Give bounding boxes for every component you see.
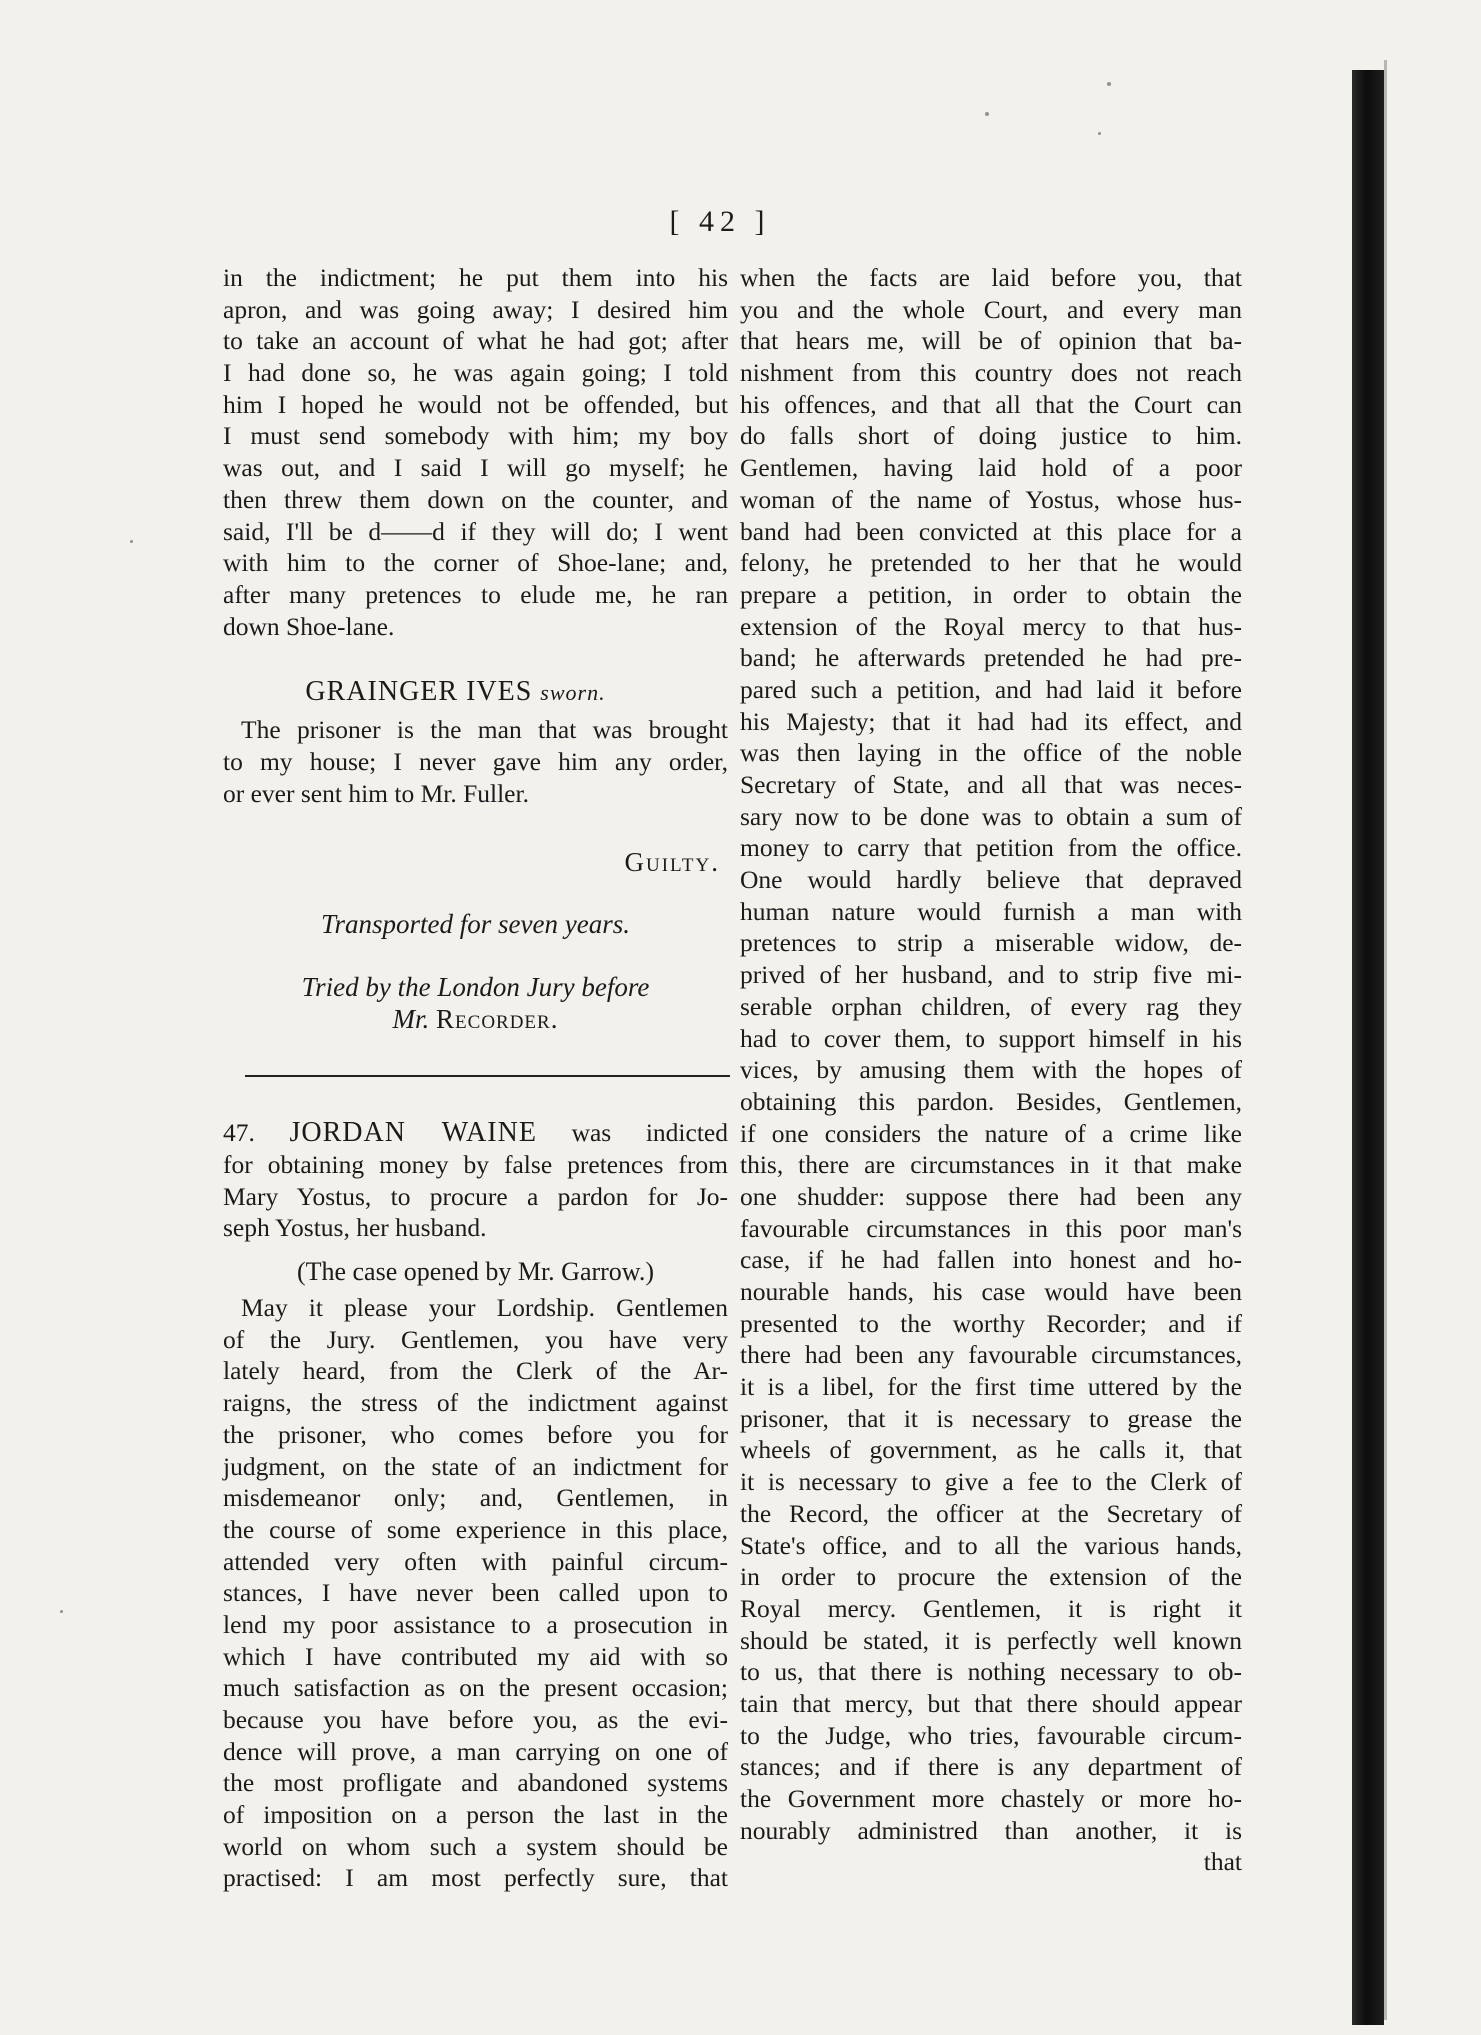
- text-line: the Government more chastely or more ho-: [740, 1784, 1242, 1813]
- text-line: said, I'll be d——d if they will do; I went: [223, 516, 728, 546]
- text-line: Mary Yostus, to procure a pardon for Jo-: [223, 1181, 728, 1211]
- text-line: tain that mercy, but that there should appear: [740, 1688, 1242, 1718]
- text-line: had to cover them, to support himself in his: [740, 1023, 1242, 1053]
- ink-speck: [1098, 132, 1101, 135]
- case-number: 47.: [223, 1118, 255, 1148]
- text-line: serable orphan children, of every rag they: [740, 991, 1242, 1021]
- text-line: The prisoner is the man that was brought: [241, 715, 728, 745]
- text-line: extension of the Royal mercy to that hus-: [740, 611, 1242, 641]
- text-line: if one considers the nature of a crime like: [740, 1118, 1242, 1148]
- text-line: seph Yostus, her husband.: [223, 1213, 487, 1243]
- text-line: you and the whole Court, and every man: [740, 294, 1242, 324]
- text-line: Secretary of State, and all that was neces-: [740, 770, 1242, 799]
- text-line: with him to the corner of Shoe-lane; and,: [223, 548, 728, 578]
- text-line: or ever sent him to Mr. Fuller.: [223, 778, 529, 808]
- text-line: to take an account of what he had got; after: [223, 326, 728, 356]
- text-line: dence will prove, a man carrying on one of: [223, 1736, 728, 1766]
- recorder-name: Recorder.: [436, 1004, 559, 1035]
- text-line: one shudder: suppose there had been any: [740, 1181, 1242, 1211]
- text-line: band had been convicted at this place for a: [740, 516, 1242, 546]
- text-line: I must send somebody with him; my boy: [223, 421, 728, 451]
- witness-testimony: [223, 714, 728, 809]
- text-line: Royal mercy. Gentlemen, it is right it: [740, 1593, 1242, 1623]
- text-line: woman of the name of Yostus, whose hus-: [740, 484, 1242, 514]
- text-line: it is a libel, for the first time uttered by the: [740, 1372, 1242, 1402]
- text-line: in order to procure the extension of the: [740, 1562, 1242, 1592]
- book-binding-shadow: [1352, 70, 1384, 2025]
- text-line: should be stated, it is perfectly well known: [740, 1625, 1242, 1655]
- text-line: in the indictment; he put them into his: [223, 263, 728, 292]
- text-line: this, there are circumstances in it that make: [740, 1150, 1242, 1180]
- counsel-speech-continued: [740, 262, 1242, 1846]
- text-line: presented to the worthy Recorder; and if: [740, 1308, 1242, 1338]
- recorder-title: Mr.: [392, 1004, 430, 1035]
- text-line: State's office, and to all the various hands,: [740, 1530, 1242, 1560]
- text-line: it is necessary to give a fee to the Clerk of: [740, 1467, 1242, 1497]
- text-line: human nature would furnish a man with: [740, 896, 1242, 926]
- text-line: prepare a petition, in order to obtain the: [740, 579, 1242, 609]
- text-line: prisoner, that it is necessary to grease the: [740, 1403, 1242, 1433]
- text-line: then threw them down on the counter, and: [223, 484, 728, 514]
- text-line: felony, he pretended to her that he would: [740, 548, 1242, 578]
- text-line: because you have before you, as the evi-: [223, 1705, 728, 1734]
- right-column: [740, 262, 1242, 1878]
- counsel-speech: [223, 1292, 728, 1894]
- witness-heading: [223, 676, 728, 714]
- text-line: much satisfaction as on the present occasion;: [223, 1673, 728, 1703]
- text-line: to us, that there is nothing necessary to ob-: [740, 1657, 1242, 1687]
- testimony-paragraph: [223, 262, 728, 642]
- text-line: his Majesty; that it had had its effect, and: [740, 706, 1242, 736]
- section-divider: [245, 1075, 730, 1077]
- case-heading-line: [223, 1117, 728, 1149]
- text-line: favourable circumstances in this poor man's: [740, 1213, 1242, 1243]
- text-line: his offences, and that all that the Court can: [740, 389, 1242, 419]
- text-line: when the facts are laid before you, that: [740, 263, 1242, 292]
- text-line: One would hardly believe that depraved: [740, 865, 1242, 895]
- catchword: that: [1203, 1847, 1242, 1877]
- text-line: after many pretences to elude me, he ran: [223, 579, 728, 609]
- text-line: lately heard, from the Clerk of the Ar-: [223, 1356, 728, 1386]
- text-line: prived of her husband, and to strip five mi-: [740, 960, 1242, 990]
- text-line: do falls short of doing justice to him.: [740, 421, 1242, 451]
- witness-name: GRAINGER IVES: [305, 676, 533, 708]
- text-line: money to carry that petition from the office.: [740, 833, 1242, 863]
- text-line: attended very often with painful circum-: [223, 1546, 728, 1576]
- text-line: which I have contributed my aid with so: [223, 1641, 728, 1671]
- ink-speck: [60, 1610, 63, 1613]
- text-line: May it please your Lordship. Gentlemen: [241, 1293, 728, 1323]
- text-line: band; he afterwards pretended he had pre-: [740, 643, 1242, 673]
- text-line: practised: I am most perfectly sure, that: [223, 1863, 728, 1893]
- text-line: to the Judge, who tries, favourable circum-: [740, 1720, 1242, 1750]
- recorder-line: [223, 1003, 728, 1037]
- defendant-name: JORDAN WAINE: [289, 1117, 537, 1149]
- text-line: stances, I have never been called upon to: [223, 1578, 728, 1608]
- case-heading-rest: was indicted: [571, 1118, 728, 1148]
- text-line: sary now to be done was to obtain a sum of: [740, 801, 1242, 831]
- text-line: him I hoped he would not be offended, but: [223, 389, 728, 419]
- sentence: Transported for seven years.: [321, 909, 630, 940]
- left-column: [223, 262, 728, 1894]
- text-line: the prisoner, who comes before you for: [223, 1419, 728, 1449]
- page-number: [ 42 ]: [669, 205, 771, 238]
- witness-sworn: sworn.: [540, 680, 606, 706]
- text-line: to my house; I never gave him any order,: [223, 746, 728, 776]
- text-line: vices, by amusing them with the hopes of: [740, 1055, 1242, 1085]
- text-line: nourably administred than another, it is: [740, 1815, 1242, 1845]
- text-line: of the Jury. Gentlemen, you have very: [223, 1324, 728, 1354]
- text-line: down Shoe-lane.: [223, 611, 395, 641]
- case-opened-note: (The case opened by Mr. Garrow.): [296, 1257, 655, 1287]
- text-line: wheels of government, as he calls it, that: [740, 1435, 1242, 1465]
- text-line: was then laying in the office of the noble: [740, 738, 1242, 768]
- text-line: raigns, the stress of the indictment against: [223, 1388, 728, 1418]
- tried-before-line: Tried by the London Jury before: [301, 972, 650, 1003]
- text-line: for obtaining money by false pretences from: [223, 1150, 728, 1179]
- text-line: world on whom such a system should be: [223, 1831, 728, 1861]
- text-line: the most profligate and abandoned systems: [223, 1768, 728, 1798]
- text-line: was out, and I said I will go myself; he: [223, 453, 728, 483]
- ink-speck: [985, 112, 989, 116]
- text-line: apron, and was going away; I desired him: [223, 294, 728, 324]
- text-line: case, if he had fallen into honest and ho-: [740, 1245, 1242, 1275]
- text-line: of imposition on a person the last in the: [223, 1800, 728, 1830]
- text-line: there had been any favourable circumstances,: [740, 1340, 1242, 1370]
- text-line: nishment from this country does not reach: [740, 358, 1242, 388]
- text-line: I had done so, he was again going; I told: [223, 358, 728, 388]
- verdict: Guilty.: [624, 847, 720, 878]
- text-line: the course of some experience in this place,: [223, 1514, 728, 1544]
- text-line: stances; and if there is any department of: [740, 1752, 1242, 1782]
- text-line: misdemeanor only; and, Gentlemen, in: [223, 1483, 728, 1513]
- text-line: pared such a petition, and had laid it before: [740, 674, 1242, 704]
- text-line: obtaining this pardon. Besides, Gentlemen,: [740, 1086, 1242, 1116]
- ink-speck: [1107, 82, 1111, 86]
- text-line: judgment, on the state of an indictment for: [223, 1451, 728, 1481]
- ink-speck: [130, 540, 133, 543]
- binding-edge: [1384, 60, 1387, 2020]
- text-line: the Record, the officer at the Secretary of: [740, 1498, 1242, 1528]
- text-line: lend my poor assistance to a prosecution in: [223, 1609, 728, 1639]
- text-line: Gentlemen, having laid hold of a poor: [740, 453, 1242, 483]
- text-line: pretences to strip a miserable widow, de-: [740, 928, 1242, 958]
- text-line: that hears me, will be of opinion that ba-: [740, 326, 1242, 356]
- text-line: nourable hands, his case would have been: [740, 1277, 1242, 1306]
